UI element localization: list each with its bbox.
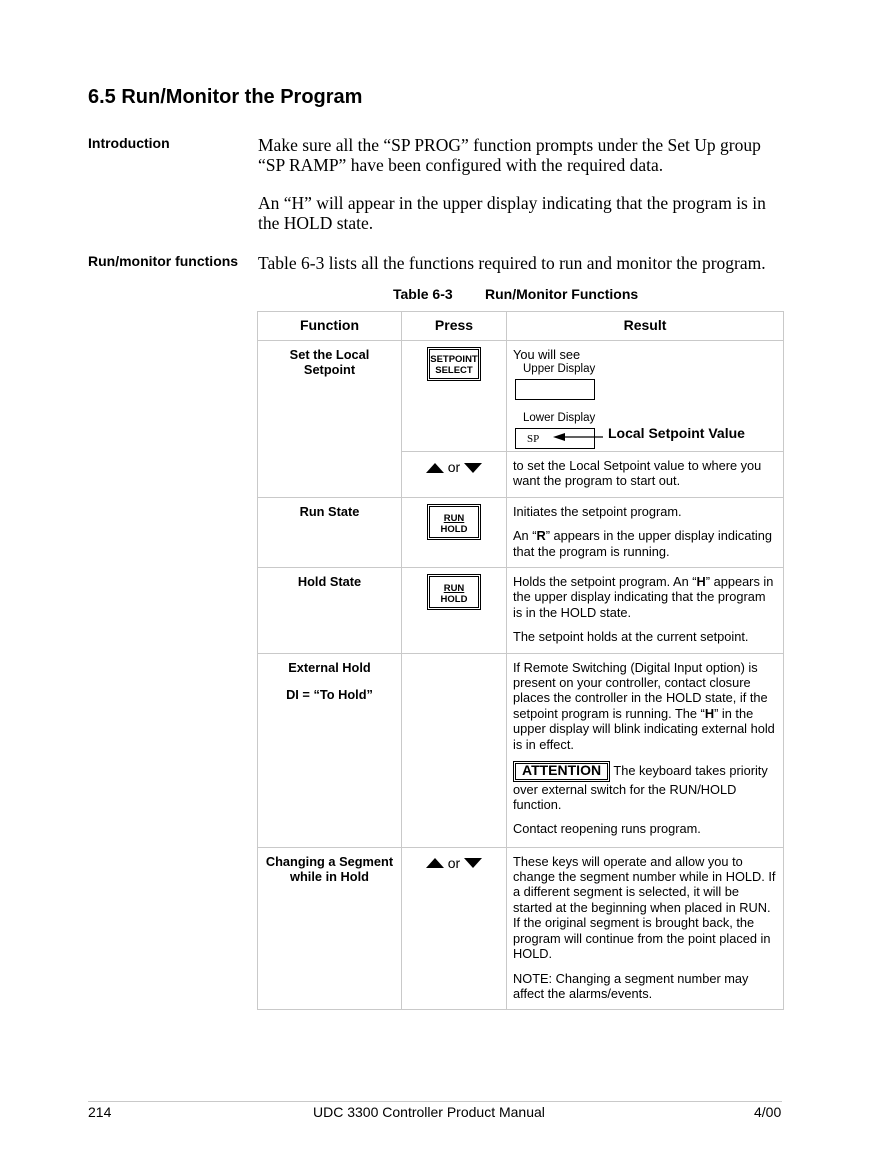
up-arrow-key-icon [426, 463, 444, 473]
attention-badge: ATTENTION [513, 761, 610, 781]
table-caption-title: Run/Monitor Functions [485, 286, 639, 302]
press-cell [402, 452, 507, 498]
footer-divider [88, 1101, 782, 1102]
text-segment: If Remote Switching (Digital Input option) is present on your controller, contact closure places the controller in the HOLD state, if the setpoint program is running. The “ [513, 659, 768, 721]
text-segment: Holds the setpoint program. An “ [513, 574, 697, 590]
result-cell [507, 452, 784, 498]
up-down-keys [402, 460, 506, 475]
or-text: or [447, 854, 461, 871]
press-cell [402, 497, 507, 567]
or-text: or [447, 459, 461, 475]
result-text [513, 660, 777, 752]
up-down-keys [402, 856, 506, 871]
press-cell [402, 341, 507, 452]
attention-text: The keyboard takes priority over external switch for the RUN/HOLD function. [513, 763, 768, 812]
table-row [258, 653, 784, 847]
function-hold-state: Hold State [258, 568, 402, 654]
key-label-line2: SELECT [435, 365, 473, 376]
table-row [258, 497, 784, 567]
setpoint-select-key-icon [427, 347, 481, 381]
footer-manual-title: UDC 3300 Controller Product Manual [313, 1104, 545, 1120]
header-result: Result [507, 312, 784, 341]
function-label: External Hold [288, 659, 371, 675]
upper-display-label: Upper Display [523, 363, 596, 376]
down-arrow-key-icon [464, 858, 482, 868]
result-text [513, 574, 777, 620]
result-text: to set the Local Setpoint value to where you want the program to start out. [513, 458, 762, 489]
header-press: Press [402, 312, 507, 341]
introduction-paragraph-2: An “H” will appear in the upper display indicating that the program is in the HOLD state. [258, 193, 766, 233]
run-monitor-text: Table 6-3 lists all the functions required to run and monitor the program. [258, 253, 766, 273]
result-cell [507, 497, 784, 567]
result-text: Initiates the setpoint program. [513, 503, 682, 519]
function-external-hold [258, 653, 402, 847]
run-hold-key-icon [427, 504, 481, 540]
result-intro: You will see [513, 347, 581, 362]
result-text [513, 761, 777, 812]
function-change-segment: Changing a Segment while in Hold [258, 847, 402, 1010]
table-header-row [258, 312, 784, 341]
header-function: Function [258, 312, 402, 341]
introduction-paragraph-1: Make sure all the “SP PROG” function prompts under the Set Up group “SP RAMP” have been configured with the required data. [258, 135, 761, 175]
up-arrow-key-icon [426, 858, 444, 868]
key-label-line1: SETPOINT [430, 354, 478, 365]
result-text: Contact reopening runs program. [513, 821, 701, 837]
table-row [258, 568, 784, 654]
function-local-setpoint: Set the Local Setpoint [258, 341, 402, 498]
bold-letter: H [704, 705, 715, 721]
result-text: The setpoint holds at the current setpoint. [513, 629, 749, 645]
result-cell [507, 653, 784, 847]
result-cell [507, 847, 784, 1010]
text-segment: ” in the upper display will blink indicating external hold is in effect. [513, 705, 775, 752]
result-text: These keys will operate and allow you to change the segment number while in HOLD. If a different segment is selected, it will be started at the beginning when placed in RUN. If the original segment is brought back, the program will continue from the point placed in HOLD. [513, 853, 776, 962]
section-title: 6.5 Run/Monitor the Program [88, 86, 363, 108]
key-label-line1: RUN [443, 583, 465, 595]
key-label-line2: HOLD [440, 523, 468, 535]
footer-page-number: 214 [88, 1104, 112, 1120]
table-caption-number: Table 6-3 [393, 286, 453, 302]
lower-display-label: Lower Display [523, 411, 596, 424]
run-monitor-label: Run/monitor functions [88, 253, 239, 269]
press-cell [402, 847, 507, 1010]
local-setpoint-value-label: Local Setpoint Value [608, 425, 745, 442]
press-cell [402, 653, 507, 847]
run-monitor-table [257, 311, 784, 1010]
result-text [513, 528, 777, 559]
text-segment: ” appears in the upper display indicating that the program is in the HOLD state. [513, 574, 774, 620]
bold-letter: R [536, 528, 546, 544]
upper-display-box [515, 379, 595, 400]
table-row [258, 847, 784, 1010]
table-row [258, 341, 784, 452]
key-label-line1: RUN [443, 512, 465, 524]
result-cell [507, 568, 784, 654]
sp-readout: SP [527, 433, 540, 446]
function-sublabel: DI = “To Hold” [286, 687, 373, 703]
footer-date: 4/00 [754, 1104, 782, 1120]
text-segment: ” appears in the upper display indicating that the program is running. [513, 528, 772, 559]
key-label-line2: HOLD [440, 594, 468, 606]
lower-display-group [513, 426, 777, 448]
press-cell [402, 568, 507, 654]
result-cell [507, 341, 784, 452]
result-text: NOTE: Changing a segment number may affect the alarms/events. [513, 970, 749, 1001]
bold-letter: H [696, 574, 706, 590]
run-hold-key-icon [427, 574, 481, 610]
text-segment: An “ [513, 528, 537, 544]
introduction-label: Introduction [88, 135, 170, 151]
down-arrow-key-icon [464, 463, 482, 473]
pointer-arrow-icon [553, 430, 605, 444]
function-run-state: Run State [258, 497, 402, 567]
